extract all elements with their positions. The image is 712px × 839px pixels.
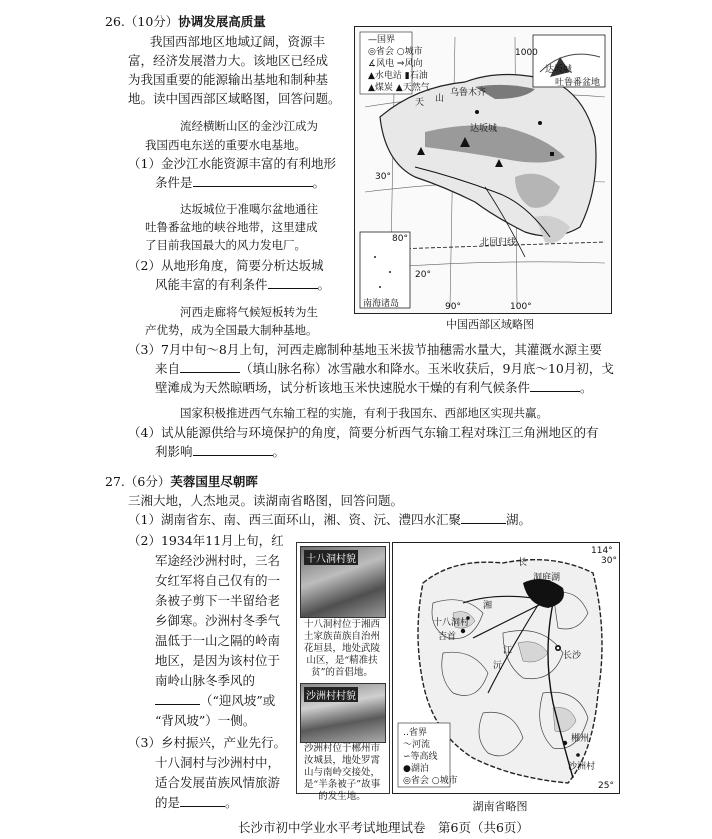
china-map-caption: 中国西部区域略图: [446, 318, 534, 331]
map-lon-90: 90°: [445, 302, 461, 312]
page-footer: 长沙市初中学业水平考试地理试卷 第6页（共6页）: [238, 820, 529, 835]
q27-q1-text: （1）湖南省东、南、西三面环山，湘、资、沅、澧四水汇聚: [128, 512, 461, 527]
q26-title: 协调发展高质量: [178, 14, 266, 29]
q27-q2-2: 军途经沙洲村时，三名: [155, 553, 281, 568]
answer-blank[interactable]: [155, 692, 200, 705]
q26-q4-1: （4）试从能源供给与环境保护的角度，简要分析西气东输工程对珠江三角洲地区的有: [128, 425, 599, 440]
hunan-label-jishou: 吉首: [438, 632, 457, 642]
map-label-1000: 1000: [515, 48, 538, 58]
q26-q3-text-b: （填山脉名称）冰雪融水和降水。玉米收获后，9月底～10月初，戈: [240, 361, 614, 376]
map-label-turpan: 吐鲁番盆地: [555, 78, 601, 88]
q26-lead4: 国家积极推进西气东输工程的实施，有利于我国东、西部地区实现共赢。: [180, 406, 548, 420]
map-lon-80: 80°: [392, 234, 408, 244]
hunan-label-yuan: 沅: [493, 661, 503, 671]
hunan-label-chang: 长: [518, 558, 528, 568]
hunan-label-changsha: 长沙: [563, 651, 582, 661]
hunan-label-xiang: 湘: [483, 601, 493, 611]
q26-lead3-1: 河西走廊将气候短板转为生: [180, 305, 318, 319]
q26-q3-2: [155, 359, 614, 378]
map-label-nanhai: 南海诸岛: [363, 299, 400, 309]
china-west-map-svg: [355, 27, 611, 313]
photo-shazhou: [300, 683, 386, 743]
hunan-map-caption: 湖南省略图: [472, 800, 528, 813]
legend-meitan: ▲煤炭 ▲天然气: [368, 83, 430, 93]
q26-q1-2: 条件是 。: [155, 175, 326, 190]
legend-fengdian: ∡风电 ⇒风向: [368, 59, 423, 69]
hunan-map-svg: [393, 543, 619, 793]
q26-intro-2: 富，经济发展潜力大。该地区已经成: [128, 53, 329, 68]
map-label-urumqi: 乌鲁木齐: [450, 88, 487, 98]
q26-lead2-3: 了目前我国最大的风力发电厂。: [145, 238, 306, 252]
photo-shibadong: [300, 546, 386, 618]
legend-shenghui: ◎省会 ○城市: [368, 47, 423, 57]
q26-q4-2: 利影响 。: [155, 444, 286, 459]
q26-q1-text: 条件是: [155, 175, 193, 190]
q27-q2-5: 乡御寒。沙洲村冬季气: [155, 613, 281, 628]
hunan-map: [392, 542, 620, 794]
answer-blank[interactable]: [180, 794, 225, 807]
q26-q2-text: 风能丰富的有利条件: [155, 277, 268, 292]
answer-blank[interactable]: [193, 443, 273, 456]
q27-q2-6: 温低于一山之隔的岭南: [155, 633, 281, 648]
hunan-legend-4: ●湖泊: [403, 764, 429, 774]
q26-lead1-2: 我国西电东送的重要水电基地。: [145, 138, 306, 152]
q27-q1: [128, 510, 531, 529]
q26-intro-1: 我国西部地区地域辽阔，资源丰: [150, 34, 326, 49]
legend-shuidian: ▲水电站 ▮石油: [368, 71, 428, 81]
hunan-legend-1: ‥省界: [403, 728, 428, 738]
q26-lead2-2: 吐鲁番盆地的峡谷地带，这里建成: [145, 220, 318, 234]
legend-guojie: —国界: [368, 35, 396, 45]
q26-q2-2: 风能丰富的有利条件 。: [155, 277, 331, 292]
q27-q3-2: 十八洞村与沙洲村中，: [155, 755, 281, 770]
q27-number: 27.（6分）: [105, 474, 171, 489]
q27-q3-3: 适合发展苗族风情旅游: [155, 775, 281, 790]
q27-q2-4: 条被子剪下一半留给老: [155, 593, 281, 608]
answer-blank[interactable]: [530, 379, 580, 392]
q26-q4-text: 利影响: [155, 444, 193, 459]
hunan-coord-30: 30°: [601, 556, 617, 566]
answer-blank[interactable]: [180, 360, 240, 373]
hunan-legend-5: ◎省会 ○城市: [403, 776, 458, 786]
china-west-map: [354, 26, 612, 314]
hunan-label-chenzhou: 郴州: [571, 734, 590, 744]
answer-blank[interactable]: [193, 174, 313, 187]
q27-q2-1: （2）1934年11月上旬，红: [128, 533, 284, 548]
answer-blank[interactable]: [461, 511, 506, 524]
q27-q2-9: [155, 691, 275, 710]
map-label-dabancheng: 达坂城: [470, 124, 498, 134]
q26-header: [105, 12, 266, 31]
hunan-legend-2: ～河流: [403, 740, 431, 750]
q26-q2-1: （2）从地形角度，简要分析达坂城: [128, 258, 324, 273]
q27-q2-7: 地区，是因为该村位于: [155, 653, 281, 668]
q26-q3-text-c: 壁滩成为天然晾晒场，试分析该地玉米快速脱水干燥的有利气候条件: [155, 380, 531, 395]
photo2-caption: 沙洲村位于郴州市汝城县，地处罗霄山与南岭交接处，是“半条被子”故事的发生地。: [303, 743, 381, 802]
q26-q3-text-a: 来自: [155, 361, 181, 376]
q27-q3-1: （3）乡村振兴，产业先行。: [128, 735, 286, 750]
q27-q2-3: 女红军将自己仅有的一: [155, 573, 281, 588]
hunan-coord-25: 25°: [598, 781, 614, 791]
q27-q1-suffix: 湖。: [505, 512, 531, 527]
q27-intro: 三湘大地，人杰地灵。读湖南省略图，回答问题。: [128, 493, 404, 508]
q27-q3-4: 的是 。: [155, 795, 238, 810]
map-lat-30: 30°: [375, 172, 391, 182]
q27-title: 芙蓉国里尽朝晖: [170, 474, 258, 489]
hunan-label-dongting: 洞庭湖: [533, 573, 561, 583]
photo2-title: 沙洲村村貌: [304, 687, 358, 702]
map-lat-20: 20°: [415, 270, 431, 280]
hunan-coord-114: 114°: [591, 546, 613, 556]
map-lon-100: 100°: [510, 302, 532, 312]
q27-q2-choice: （“迎风坡”或: [200, 693, 276, 708]
q27-q2-10: “背风坡”）一侧。: [155, 713, 256, 728]
q26-intro-4: 地。读中国西部区域略图，回答问题。: [128, 91, 341, 106]
hunan-legend-3: ∽等高线: [403, 752, 438, 762]
photo1-title: 十八洞村貌: [304, 550, 358, 565]
map-label-tropic: 北回归线: [480, 238, 517, 248]
photo1-caption: 十八洞村位于湘西土家族苗族自治州花垣县，地处武陵山区，是“精准扶贫”的首倡地。: [303, 619, 380, 678]
q26-q1-1: （1）金沙江水能资源丰富的有利地形: [128, 156, 336, 171]
q27-header: [105, 472, 258, 491]
map-label-shan: 山: [435, 94, 445, 104]
map-label-dabancheng-inset: 达坂城: [545, 65, 573, 75]
q26-q3-3: 壁滩成为天然晾晒场，试分析该地玉米快速脱水干燥的有利气候条件 。: [155, 380, 593, 395]
hunan-label-jiang: 江: [503, 646, 513, 656]
q26-lead1-1: 流经横断山区的金沙江成为: [180, 119, 318, 133]
hunan-label-shibadong: 十八洞村: [433, 618, 470, 628]
q26-lead3-2: 产优势，成为全国最大制种基地。: [145, 323, 318, 337]
q26-lead2-1: 达坂城位于准噶尔盆地通往: [180, 202, 318, 216]
photo-panel: [296, 542, 390, 802]
hunan-label-shazhou: 沙洲村: [568, 762, 596, 772]
q26-q3-1: （3）7月中旬～8月上旬，河西走廊制种基地玉米拔节抽穗需水量大，其灌溉水源主要: [128, 342, 602, 357]
q26-intro-3: 为我国重要的能源输出基地和制种基: [128, 72, 329, 87]
q27-q2-8: 南岭山脉冬季风的: [155, 673, 256, 688]
map-label-tian: 天: [415, 98, 425, 108]
q27-q3-text: 的是: [155, 795, 181, 810]
q26-number: 26.（10分）: [105, 14, 179, 29]
answer-blank[interactable]: [268, 276, 318, 289]
